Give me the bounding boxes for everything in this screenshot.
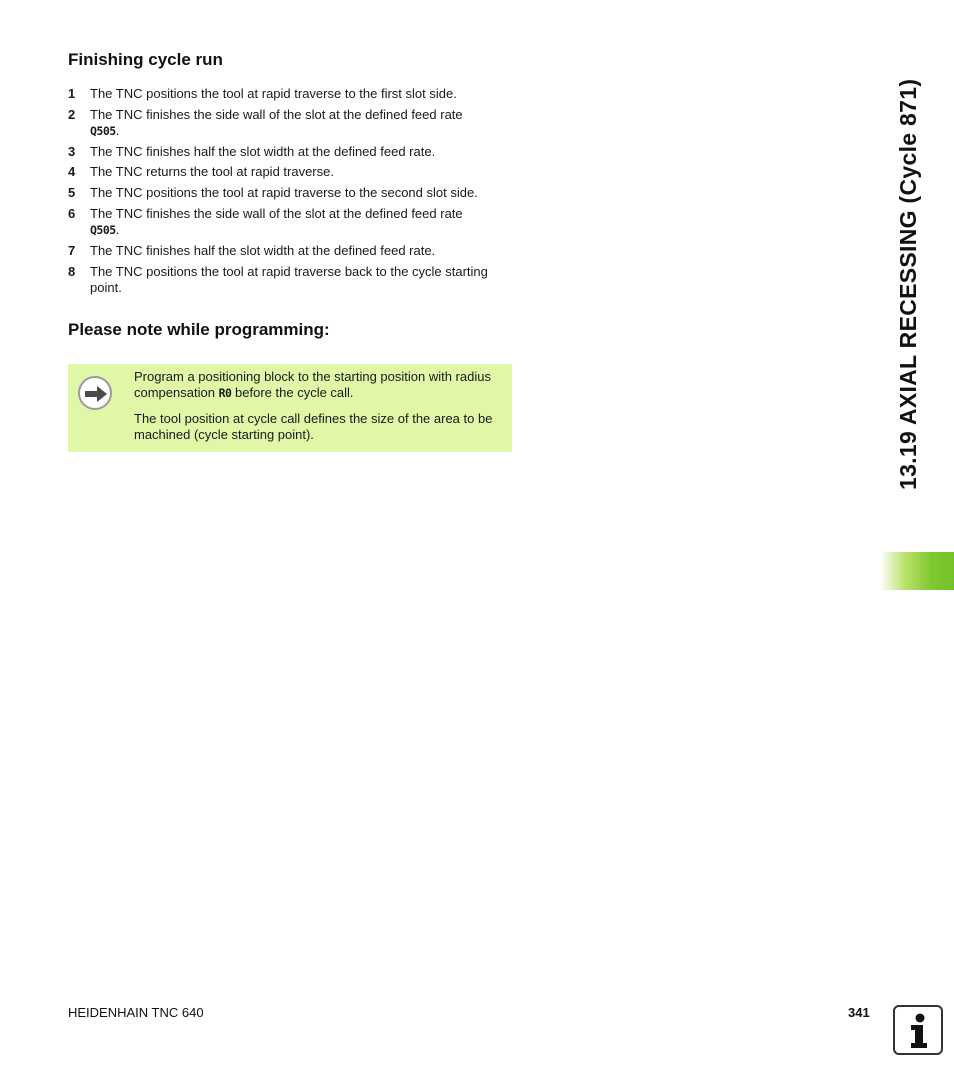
finishing-steps-list	[68, 86, 518, 300]
step-number: 6	[68, 205, 76, 221]
list-item	[68, 206, 518, 238]
arrow-right-icon	[78, 376, 112, 410]
note-box	[68, 364, 512, 452]
step-text: The TNC finishes the side wall of the slot at the defined feed rate	[90, 106, 463, 122]
parameter-code: Q505	[90, 222, 116, 237]
step-number: 1	[68, 86, 76, 101]
step-number: 8	[68, 263, 76, 279]
step-text-tail: .	[115, 122, 120, 138]
chapter-side-title: 13.19 AXIAL RECESSING (Cycle 871)	[895, 78, 921, 490]
chapter-tab-marker	[880, 552, 954, 590]
step-number: 7	[68, 242, 76, 258]
step-number: 5	[68, 185, 76, 201]
note-paragraph: The tool position at cycle call defines the size of the area to be machined (cycle starting point).	[134, 411, 493, 442]
page-number: 341	[848, 1005, 870, 1020]
note-paragraph	[134, 369, 506, 401]
step-text: The TNC positions the tool at rapid traverse to the first slot side.	[90, 86, 457, 101]
list-item	[68, 243, 518, 259]
step-number: 3	[68, 143, 76, 159]
list-item	[68, 164, 518, 180]
section-heading-programming-notes: Please note while programming:	[68, 320, 330, 339]
note-text-part: before the cycle call.	[231, 385, 354, 400]
list-item	[68, 185, 518, 201]
footer-manual-name: HEIDENHAIN TNC 640	[68, 1005, 204, 1020]
step-text: The TNC positions the tool at rapid traverse back to the cycle starting point.	[90, 263, 488, 295]
note-text-part: Program a positioning block to the starting position with radius compensation	[134, 369, 491, 400]
step-number: 4	[68, 164, 76, 180]
parameter-code: Q505	[90, 123, 116, 138]
step-text: The TNC finishes half the slot width at the defined feed rate.	[90, 242, 436, 258]
list-item	[68, 86, 518, 102]
step-text: The TNC finishes half the slot width at the defined feed rate.	[90, 143, 436, 159]
list-item	[68, 144, 518, 160]
step-text: The TNC returns the tool at rapid traverse.	[90, 164, 334, 180]
step-text: The TNC positions the tool at rapid traverse to the second slot side.	[90, 185, 478, 201]
note-text	[134, 369, 506, 453]
step-number: 2	[68, 106, 76, 122]
list-item	[68, 107, 518, 139]
list-item	[68, 264, 518, 296]
radius-comp-code: R0	[218, 386, 232, 400]
step-text: The TNC finishes the side wall of the slot at the defined feed rate	[90, 205, 463, 221]
info-icon	[893, 1005, 943, 1055]
section-heading-finishing: Finishing cycle run	[68, 50, 223, 69]
step-text-tail: .	[115, 221, 120, 237]
